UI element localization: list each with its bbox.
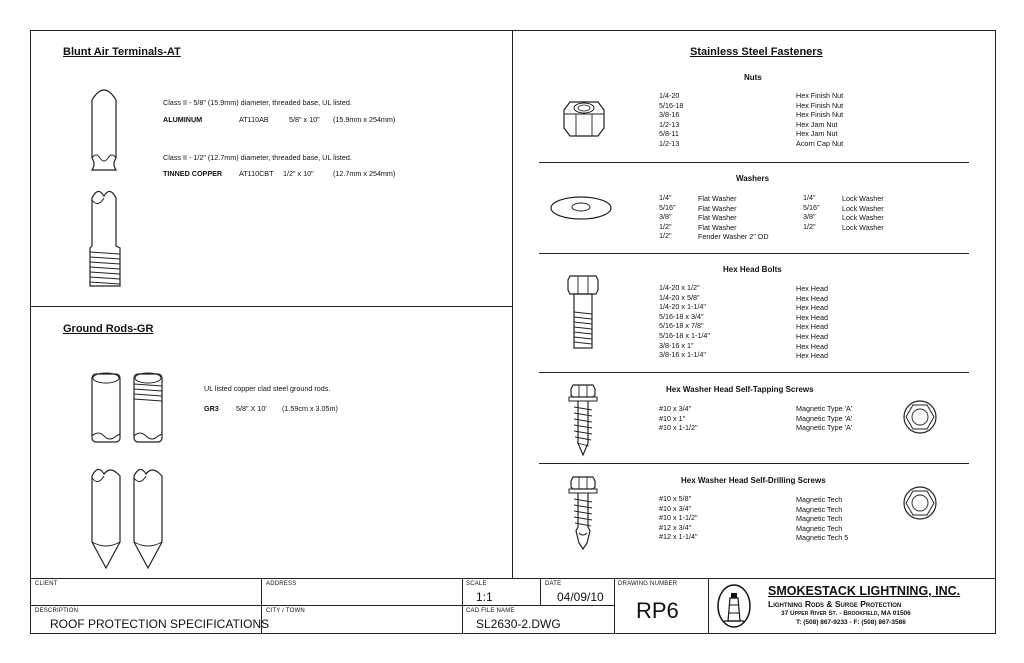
nut-size: 1/2-13 [659,138,680,148]
lock-washer-size: 1/4" [803,193,816,202]
nuts-types [796,91,843,149]
company-tagline: Lightning Rods & Surge Protection [768,599,902,609]
copper-metric: (12.7mm x 254mm) [333,169,396,178]
nut-type: Hex Jam Nut [796,129,838,139]
washer-type: Flat Washer [698,194,737,203]
aluminum-metric: (15.9mm x 254mm) [333,115,396,124]
nut-size: 1/2-13 [659,119,680,129]
drilling-size: #12 x 3/4" [659,522,692,532]
copper-size: 1/2" x 10" [283,169,314,178]
scale-value: 1:1 [476,590,493,604]
bolt-type: Hex Head [796,312,828,322]
ground-title: Ground Rods-GR [63,323,154,335]
lighthouse-logo-icon [716,583,752,629]
washer-type: Fender Washer 2" OD [698,232,769,242]
ground-rod-point-right-icon [130,464,166,574]
ground-rod-smooth-top-icon [88,368,124,448]
cad-file-label: CAD FILE NAME [466,608,515,614]
nut-size: 5/8-11 [659,129,679,139]
aluminum-material: ALUMINUM [163,115,203,124]
drilling-size: #10 x 3/4" [659,503,692,513]
blunt-class-58-text: Class II - 5/8" (15.9mm) diameter, threaded base, UL listed. [163,98,352,107]
hex-washer-head-top-icon [902,399,938,435]
lock-washer-type: Lock Washer [842,203,884,213]
drilling-heading: Hex Washer Head Self-Drilling Screws [681,476,826,485]
nuts-sizes [659,91,683,149]
drilling-type: Magnetic Tech 5 [796,533,849,543]
description-label: DESCRIPTION [35,608,79,614]
tb-div-3 [540,578,541,606]
bolt-size: 5/16-18 x 7/8" [659,321,704,331]
bolts-heading: Hex Head Bolts [723,265,782,274]
titleblock-top [30,578,996,579]
hex-washer-head-top-icon [902,485,938,521]
washer-type: Flat Washer [698,222,737,232]
client-label: CLIENT [35,581,58,587]
ground-gr3-row [204,404,338,414]
washer-size: 3/8" [659,212,672,222]
bolt-size: 1/4-20 x 5/8" [659,292,700,302]
bolt-types [796,284,828,361]
lock-washer-type: Lock Washer [842,222,884,232]
lock-washer-size: 1/2" [803,221,816,231]
tapping-type: Magnetic Type 'A' [796,413,853,423]
city-town-label: CITY / TOWN [266,608,305,614]
company-phone: T: (508) 867-9233 - F: (508) 867-3586 [796,619,906,626]
copper-material: TINNED COPPER [163,169,223,178]
bolt-size: 1/4-20 x 1/2" [659,283,700,292]
tapping-type: Magnetic Type 'A' [796,404,853,413]
bolt-type: Hex Head [796,331,828,341]
drilling-size: #10 x 1-1/2" [659,513,698,523]
lock-washer-type: Lock Washer [842,213,884,223]
nuts-divider [539,162,969,163]
tapping-sizes [659,404,698,433]
self-drilling-screw-icon [567,473,599,549]
date-label: DATE [545,581,562,587]
ground-desc: UL listed copper clad steel ground rods. [204,384,331,393]
tb-div-4 [614,578,615,634]
nut-type: Hex Finish Nut [796,91,844,100]
bolt-type: Hex Head [796,341,828,351]
tapping-type: Magnetic Type 'A' [796,423,853,433]
tapping-size: #10 x 1-1/2" [659,423,698,433]
drawing-number-value: RP6 [636,598,679,623]
tb-div-5 [708,578,709,634]
blunt-copper-row [163,169,395,179]
fasteners-title: Stainless Steel Fasteners [690,46,823,58]
ground-rod-threaded-top-icon [130,368,166,448]
lock-washer-sizes [803,193,820,231]
drilling-type: Magnetic Tech [796,514,843,524]
washer-size: 1/4" [659,193,672,202]
border-left [30,30,31,634]
washer-sizes [659,193,676,241]
date-value: 04/09/10 [557,590,604,604]
washers-heading: Washers [736,174,770,183]
drawing-number-label: DRAWING NUMBER [618,581,678,587]
washer-type: Flat Washer [698,203,737,213]
blunt-class-58 [163,98,352,108]
bolt-size: 1/4-20 x 1-1/4" [659,302,706,312]
center-divider [512,30,513,578]
nut-size: 3/8-16 [659,110,680,120]
tapping-heading: Hex Washer Head Self-Tapping Screws [666,385,814,394]
left-section-divider [30,306,513,307]
drilling-size: #10 x 5/8" [659,494,692,503]
drilling-size: #12 x 1-1/4" [659,532,698,542]
lock-washer-size: 3/8" [803,212,816,222]
nut-type: Acorn Cap Nut [796,138,844,148]
ground-size: 5/8" X 10' [236,404,267,413]
bolt-size: 5/16-18 x 1-1/4" [659,330,710,340]
ground-metric: (1.59cm x 3.05m) [282,404,338,413]
washer-size: 1/2" [659,221,672,231]
address-label: ADDRESS [266,581,297,587]
washer-size: 5/16" [659,202,676,212]
washer-types [698,194,769,242]
tapping-size: #10 x 3/4" [659,404,692,413]
tb-div-2 [462,578,463,634]
lock-washer-type: Lock Washer [842,194,884,203]
scale-label: SCALE [466,581,487,587]
tapping-types [796,404,852,433]
bolts-divider [539,372,969,373]
washer-type: Flat Washer [698,213,737,223]
border-right [995,30,996,634]
bolt-size: 3/8-16 x 1-1/4" [659,350,706,360]
nut-type: Hex Jam Nut [796,119,838,129]
drilling-type: Magnetic Tech [796,523,843,533]
bolt-type: Hex Head [796,293,828,303]
cad-file-value: SL2630-2.DWG [476,617,561,631]
lock-washer-size: 5/16" [803,202,820,212]
flat-washer-icon [549,194,613,222]
hex-nut-icon [562,96,606,140]
bolt-type: Hex Head [796,303,828,313]
company-name: SMOKESTACK LIGHTNING, INC. [768,584,961,598]
washer-size: 1/2" [659,231,672,241]
blunt-class-12-text: Class II - 1/2" (12.7mm) diameter, threaded base, UL listed. [163,153,352,162]
blunt-rod-smooth-icon [86,86,122,176]
nuts-heading: Nuts [744,73,762,82]
copper-part: AT110CBT [239,169,274,178]
nut-size: 1/4-20 [659,91,680,100]
nut-type: Hex Finish Nut [796,100,844,110]
aluminum-part: AT110AB [239,115,269,124]
drilling-types [796,495,848,543]
bolt-type: Hex Head [796,322,828,332]
nut-size: 5/16-18 [659,100,684,110]
bolt-size: 5/16-18 x 3/4" [659,311,704,321]
ground-part: GR3 [204,404,219,413]
border-bottom [30,633,996,634]
blunt-rod-threaded-icon [86,186,126,290]
tapping-divider [539,463,969,464]
blunt-class-12 [163,153,352,163]
titleblock-mid [30,605,614,606]
hex-bolt-icon [566,272,600,352]
bolt-size: 3/8-16 x 1" [659,340,694,350]
blunt-aluminum-row [163,115,395,125]
ground-rod-point-left-icon [88,464,124,574]
nut-type: Hex Finish Nut [796,110,844,120]
lock-washer-types [842,194,884,232]
drilling-type: Magnetic Tech [796,495,843,504]
bolt-type: Hex Head [796,351,828,361]
bolt-sizes [659,283,710,360]
tapping-size: #10 x 1" [659,413,686,423]
blunt-title: Blunt Air Terminals-AT [63,46,181,58]
company-address: 37 Upper River St. - Brookfield, MA 01506 [781,610,911,617]
bolt-type: Hex Head [796,284,828,293]
border-top [30,30,996,31]
aluminum-size: 5/8" x 10" [289,115,320,124]
drilling-sizes [659,494,698,542]
washers-divider [539,253,969,254]
self-tapping-screw-icon [567,381,599,457]
description-value: ROOF PROTECTION SPECIFICATIONS [50,617,270,631]
drilling-type: Magnetic Tech [796,504,843,514]
